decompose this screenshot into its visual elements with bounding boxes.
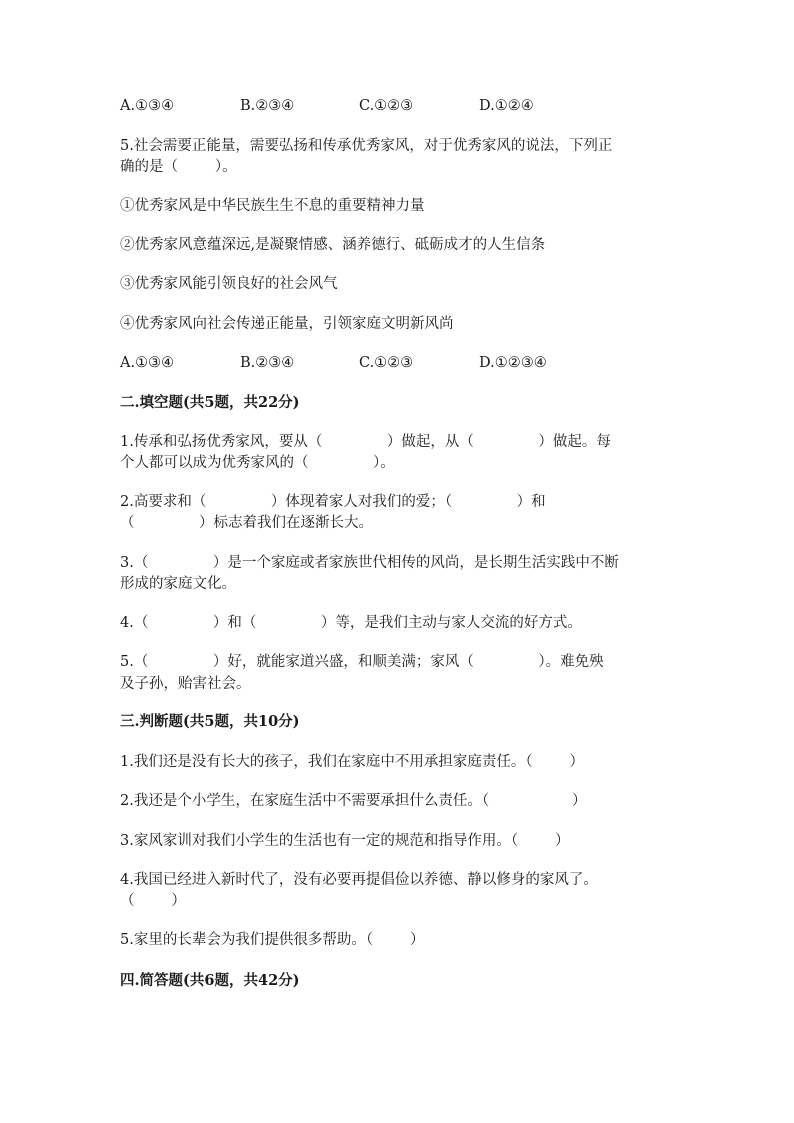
q5-item-1: ①优秀家风是中华民族生生不息的重要精神力量: [120, 198, 425, 214]
q5-option-a: A.①③④: [120, 355, 175, 371]
q4-option-d: D.①②④: [479, 98, 534, 114]
fill-q1-line2: 个人都可以成为优秀家风的（ ）。: [120, 455, 395, 471]
q5-item-4: ④优秀家风向社会传递正能量，引领家庭文明新风尚: [120, 316, 454, 332]
fill-q5-line1: 5.（ ）好，就能家道兴盛，和顺美满；家风（ ）。难免殃: [120, 654, 604, 670]
fill-q2-line2: （ ）标志着我们在逐渐长大。: [120, 515, 374, 531]
section2-title: 二.填空题(共5题，共22分): [120, 394, 300, 411]
q5-option-b: B.②③④: [240, 355, 295, 371]
q5-option-c: C.①②③: [359, 355, 414, 371]
section3-title: 三.判断题(共5题，共10分): [120, 713, 300, 730]
q4-option-c: C.①②③: [359, 98, 414, 114]
judge-q4-line2: （ ）: [120, 893, 186, 909]
fill-q3-line1: 3.（ ）是一个家庭或者家族世代相传的风尚，是长期生活实践中不断: [120, 555, 619, 571]
judge-q1: 1.我们还是没有长大的孩子，我们在家庭中不用承担家庭责任。（ ）: [120, 754, 584, 770]
judge-q5: 5.家里的长辈会为我们提供很多帮助。（ ）: [120, 932, 425, 948]
q5-stem-line2: 确的是（ ）。: [120, 159, 237, 175]
section4-title: 四.简答题(共6题，共42分): [120, 972, 300, 989]
judge-q3: 3.家风家训对我们小学生的生活也有一定的规范和指导作用。（ ）: [120, 833, 570, 849]
q5-item-3: ③优秀家风能引领良好的社会风气: [120, 276, 338, 292]
fill-q3-line2: 形成的家庭文化。: [120, 576, 236, 592]
fill-q4-line1: 4.（ ）和（ ）等，是我们主动与家人交流的好方式。: [120, 615, 582, 631]
fill-q5-line2: 及子孙，贻害社会。: [120, 676, 251, 692]
judge-q4-line1: 4.我国已经进入新时代了，没有必要再提倡俭以养德、静以修身的家风了。: [120, 872, 598, 888]
q5-option-d: D.①②③④: [479, 355, 547, 371]
fill-q1-line1: 1.传承和弘扬优秀家风，要从（ ）做起，从（ ）做起。每: [120, 434, 611, 450]
q4-option-b: B.②③④: [240, 98, 295, 114]
q4-option-a: A.①③④: [120, 98, 175, 114]
judge-q2: 2.我还是个小学生，在家庭生活中不需要承担什么责任。（ ）: [120, 793, 587, 809]
fill-q2-line1: 2.高要求和（ ）体现着家人对我们的爱；（ ）和: [120, 494, 546, 510]
q5-item-2: ②优秀家风意蕴深远,是凝聚情感、涵养德行、砥砺成才的人生信条: [120, 237, 546, 253]
q5-stem-line1: 5.社会需要正能量，需要弘扬和传承优秀家风，对于优秀家风的说法，下列正: [120, 138, 613, 154]
